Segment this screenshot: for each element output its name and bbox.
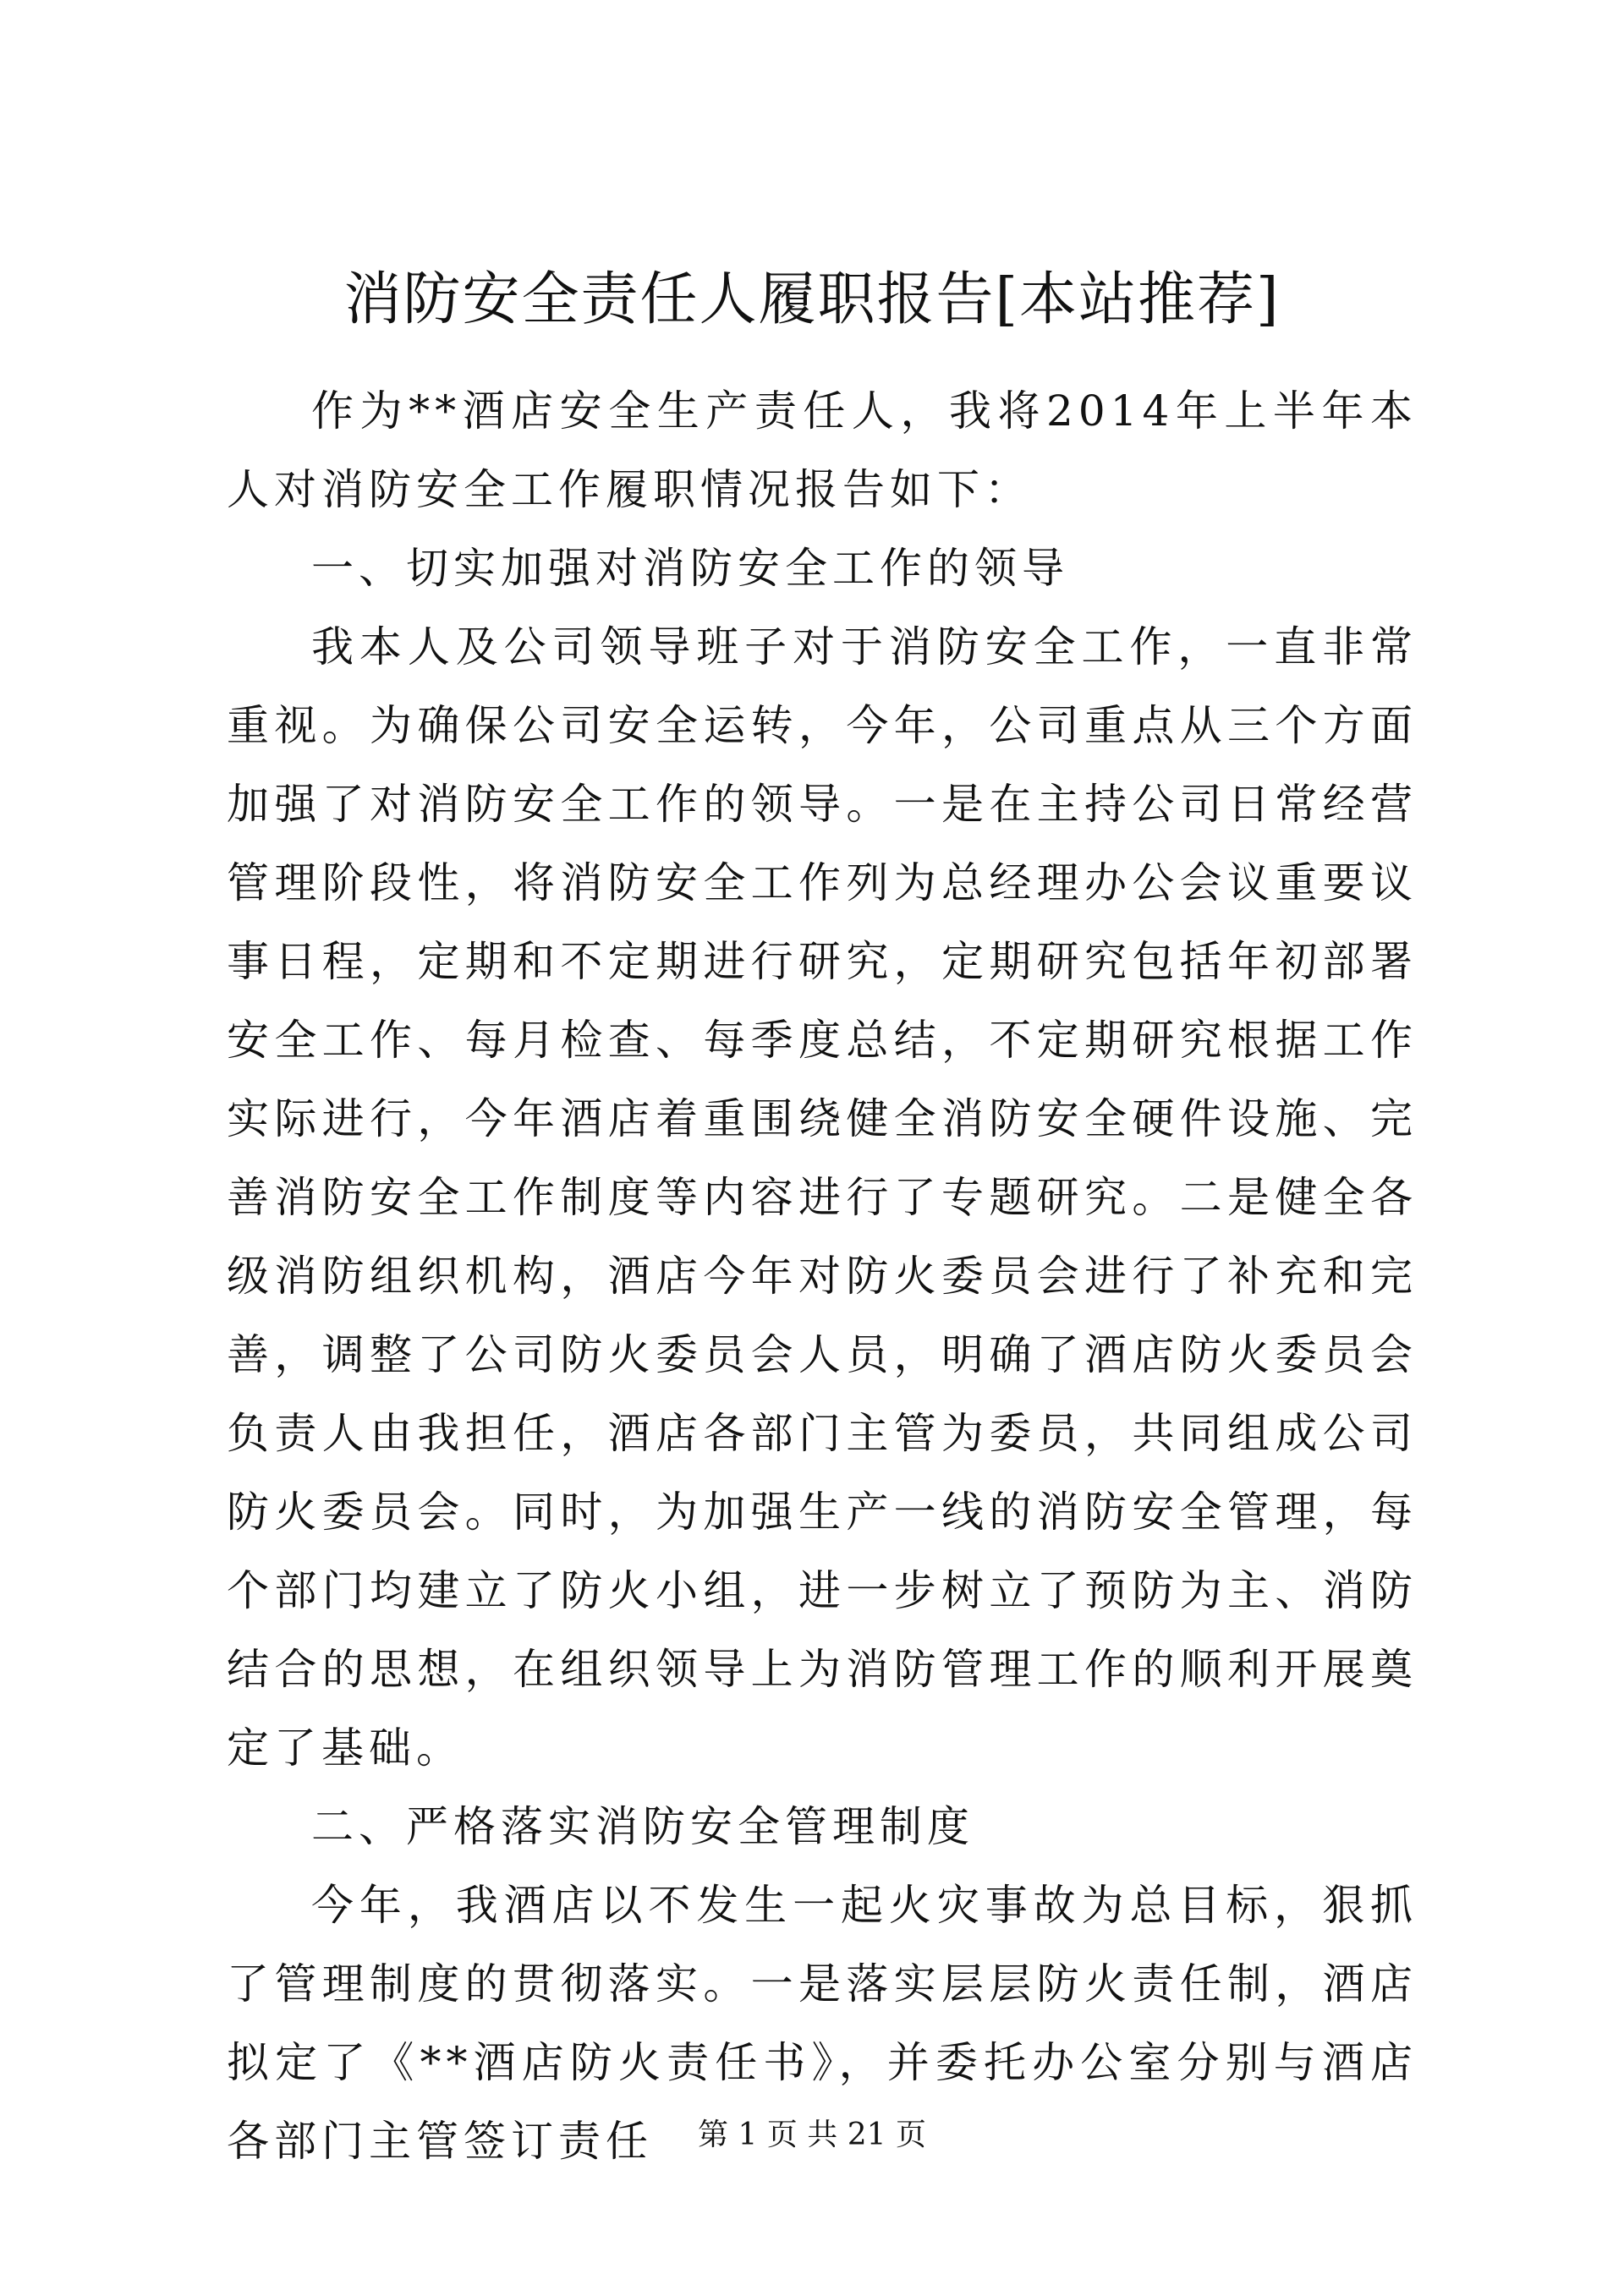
section-heading-2: 二、严格落实消防安全管理制度 [311,1802,974,1851]
document-title: 消防安全责任人履职报告[本站推荐] [343,266,1281,333]
page-number-label: 第 1 页 共 21 页 [698,2118,926,2152]
intro-paragraph: 作为**酒店安全生产责任人，我将2014年上半年本人对消防安全工作履职情况报告如下： [227,386,1418,514]
section-1-paragraph: 我本人及公司领导班子对于消防安全工作，一直非常重视。为确保公司安全运转，今年，公司重点从三个方面加强了对消防安全工作的领导。一是在主持公司日常经营管理阶段性，将消防安全工作列为总经理办公会议重要议事日程，定期和不定期进行研究，定期研究包括年初部署安全工作、每月检查、每季度总结，不定期研究根据工作实际进行，今年酒店着重围绕健全消防安全硬件设施、完善消防安全工作制度等内容进行了专题研究。二是健全各级消防组织机构，酒店今年对防火委员会进行了补充和完善，调整了公司防火委员会人员，明确了酒店防火委员会负责人由我担任，酒店各部门主管为委员，共同组成公司防火委员会。同时，为加强生产一线的消防安全管理，每个部门均建立了防火小组，进一步树立了预防为主、消防结合的思想，在组织领导上为消防管理工作的顺利开展奠定了基础。 [227,622,1418,1773]
section-heading-1: 一、切实加强对消防安全工作的领导 [311,544,1069,593]
page-footer [0,2114,1624,2156]
section-2-paragraph: 今年，我酒店以不发生一起火灾事故为总目标，狠抓了管理制度的贯彻落实。一是落实层层防火责任制，酒店拟定了《**酒店防火责任书》，并委托办公室分别与酒店各部门主管签订责任 [227,1881,1418,2166]
document-body [227,372,1418,2181]
